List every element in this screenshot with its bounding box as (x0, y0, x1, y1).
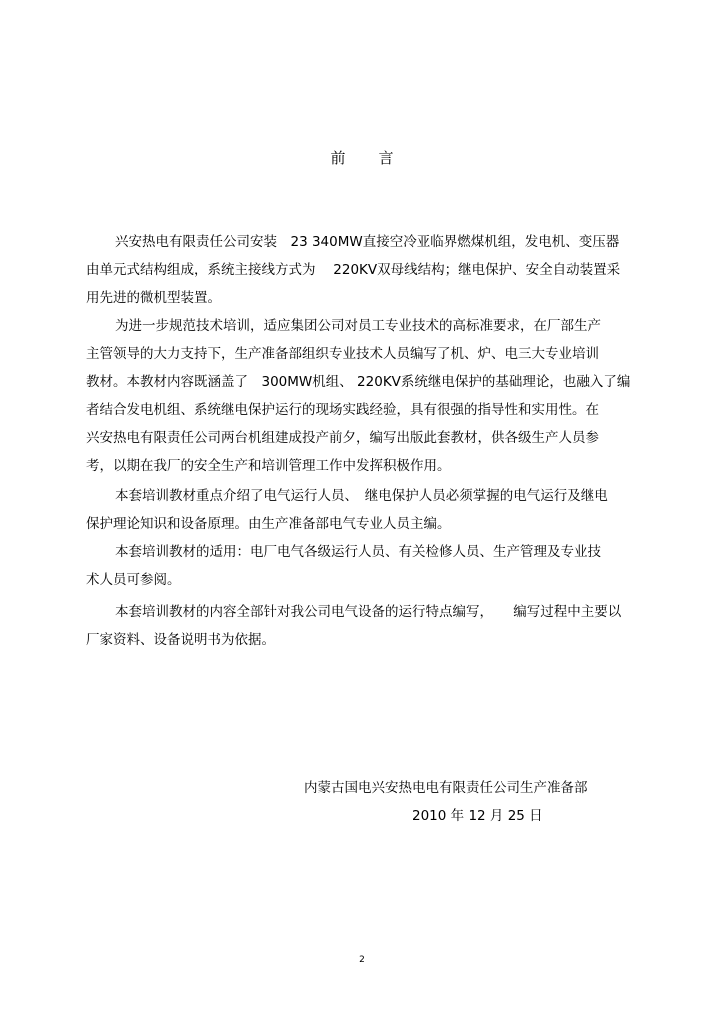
paragraph-4-line-1: 本套培训教材的适用：电厂电气各级运行人员、有关检修人员、生产管理及专业技 (115, 544, 601, 560)
paragraph-2-line-5: 兴安热电有限责任公司两台机组建成投产前夕，编写出版此套教材，供各级生产人员参 (86, 430, 599, 446)
signature-date: 2010 年 12 月 25 日 (412, 808, 543, 824)
paragraph-1-line-1: 兴安热电有限责任公司安装 23 340MW直接空冷亚临界燃煤机组，发电机、变压器 (115, 234, 620, 250)
paragraph-2-line-2: 主管领导的大力支持下，生产准备部组织专业技术人员编写了机、炉、电三大专业培训 (86, 346, 599, 362)
paragraph-3-line-1: 本套培训教材重点介绍了电气运行人员、 继电保护人员必须掌握的电气运行及继电 (115, 488, 608, 504)
paragraph-2-line-4: 者结合发电机组、系统继电保护运行的现场实践经验，具有很强的指导性和实用性。在 (86, 402, 599, 418)
paragraph-1-line-3: 用先进的微机型装置。 (86, 290, 221, 306)
paragraph-4-line-2: 术人员可参阅。 (86, 572, 181, 588)
paragraph-5-line-2: 厂家资料、设备说明书为依据。 (86, 632, 275, 648)
paragraph-2-line-6: 考，以期在我厂的安全生产和培训管理工作中发挥积极作用。 (86, 458, 451, 474)
paragraph-1-line-2: 由单元式结构组成，系统主接线方式为 220KV双母线结构；继电保护、安全自动装置采 (86, 262, 621, 278)
page-title: 前言 (330, 149, 427, 167)
paragraph-2-line-3: 教材。本教材内容既涵盖了 300MW机组、 220KV系统继电保护的基础理论，也融入了编 (86, 374, 631, 390)
paragraph-3-line-2: 保护理论知识和设备原理。由生产准备部电气专业人员主编。 (86, 516, 451, 532)
signature-organization: 内蒙古国电兴安热电电有限责任公司生产准备部 (304, 780, 588, 796)
paragraph-2-line-1: 为进一步规范技术培训，适应集团公司对员工专业技术的高标准要求，在厂部生产 (115, 318, 601, 334)
page-number: 2 (359, 955, 365, 965)
paragraph-5-line-1: 本套培训教材的内容全部针对我公司电气设备的运行特点编写， 编写过程中主要以 (115, 604, 622, 620)
